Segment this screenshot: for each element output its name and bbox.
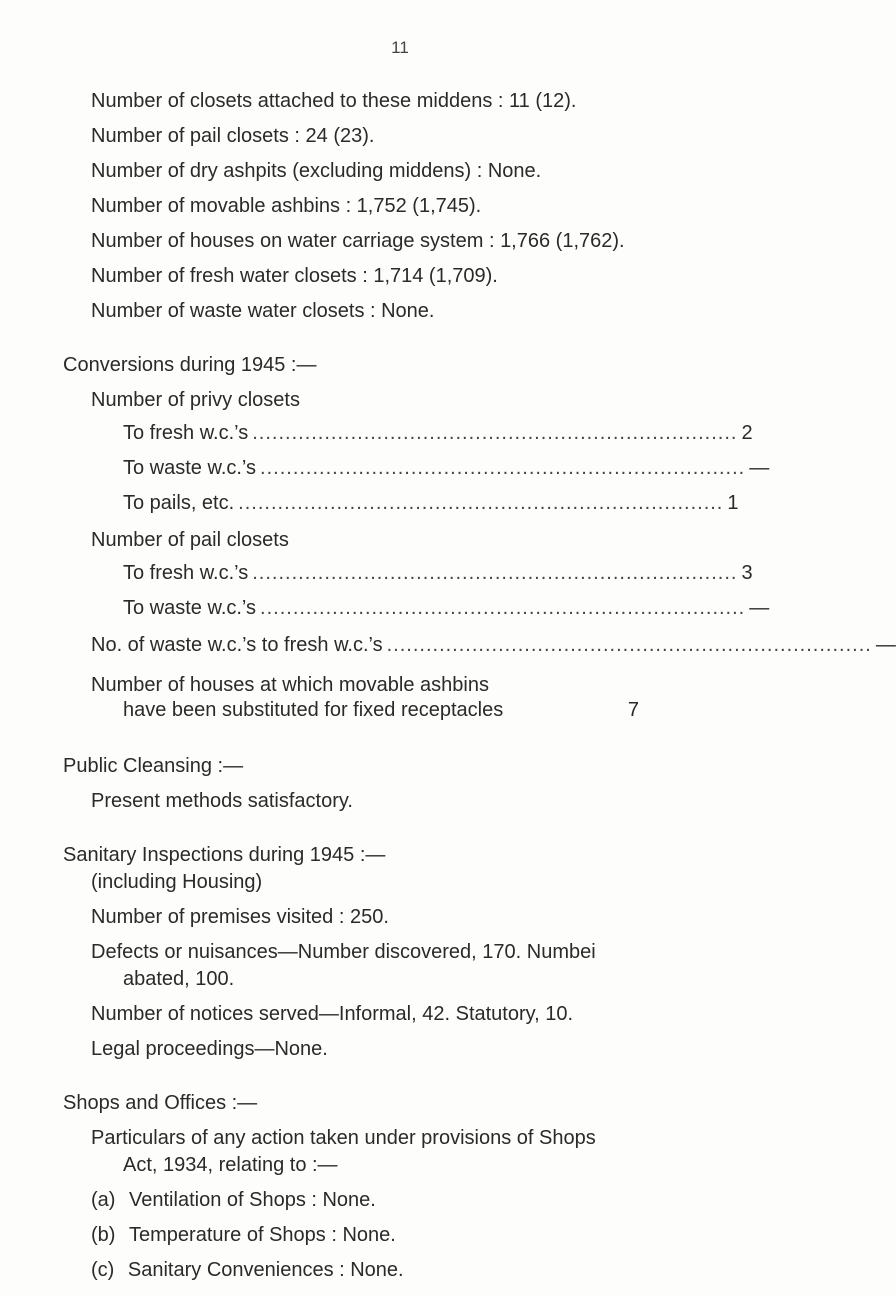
leader-dots: .......................................................................... bbox=[252, 562, 738, 584]
waste-to-fresh-row bbox=[91, 634, 896, 657]
sanitary-inspections-subheading: (including Housing) bbox=[91, 871, 263, 893]
page-number: 11 bbox=[391, 38, 409, 57]
conversions-heading: Conversions during 1945 :— bbox=[63, 354, 317, 376]
leader-dots: .......................................................................... bbox=[252, 422, 738, 444]
row-label: To pails, etc. bbox=[123, 492, 235, 514]
row-label: To waste w.c.’s bbox=[123, 597, 257, 619]
row-label: No. of waste w.c.’s to fresh w.c.’s bbox=[91, 634, 383, 656]
premises-visited-line: Number of premises visited : 250. bbox=[91, 906, 389, 928]
pail-closets-line: Number of pail closets : 24 (23). bbox=[91, 125, 375, 147]
particulars-line-2: Act, 1934, relating to :— bbox=[123, 1154, 338, 1176]
shops-item-a bbox=[91, 1187, 376, 1213]
waste-water-closets-line: Number of waste water closets : None. bbox=[91, 300, 435, 322]
privy-to-waste-row bbox=[123, 457, 770, 480]
row-label: have been substituted for fixed receptacles bbox=[123, 699, 504, 721]
public-cleansing-text: Present methods satisfactory. bbox=[91, 790, 353, 812]
leader-dots: .......................................................................... bbox=[260, 597, 746, 619]
ashbins-substituted-line-1: Number of houses at which movable ashbins bbox=[91, 674, 489, 696]
fresh-water-closets-line: Number of fresh water closets : 1,714 (1,709). bbox=[91, 265, 498, 287]
legal-proceedings-line: Legal proceedings—None. bbox=[91, 1038, 328, 1060]
pail-to-waste-row bbox=[123, 597, 770, 620]
item-marker: (c) bbox=[91, 1259, 115, 1281]
row-value: 1 bbox=[727, 492, 739, 514]
privy-to-pails-row bbox=[123, 492, 739, 515]
item-text: Temperature of Shops : None. bbox=[129, 1224, 396, 1246]
dry-ashpits-line: Number of dry ashpits (excluding middens) : None. bbox=[91, 160, 542, 182]
row-label: To fresh w.c.’s bbox=[123, 422, 249, 444]
public-cleansing-heading: Public Cleansing :— bbox=[63, 755, 244, 777]
item-marker: (a) bbox=[91, 1189, 116, 1211]
sanitary-inspections-heading: Sanitary Inspections during 1945 :— bbox=[63, 844, 386, 866]
privy-closets-heading: Number of privy closets bbox=[91, 389, 300, 411]
water-carriage-line: Number of houses on water carriage system : 1,766 (1,762). bbox=[91, 230, 625, 252]
item-text: Ventilation of Shops : None. bbox=[129, 1189, 376, 1211]
leader-dots: .......................................................................... bbox=[386, 634, 872, 656]
row-value: 7 bbox=[627, 699, 639, 721]
row-label: To fresh w.c.’s bbox=[123, 562, 249, 584]
defects-line-1: Defects or nuisances—Number discovered, 170. Numbei bbox=[91, 941, 596, 963]
ashbins-substituted-row bbox=[123, 699, 639, 722]
pail-closets-heading: Number of pail closets bbox=[91, 529, 289, 551]
privy-to-fresh-row bbox=[123, 422, 753, 445]
leader-dots: .......................................................................... bbox=[238, 492, 724, 514]
row-value: — bbox=[875, 634, 896, 656]
pail-to-fresh-row bbox=[123, 562, 753, 585]
shops-item-c bbox=[91, 1257, 404, 1283]
row-value: 3 bbox=[741, 562, 753, 584]
particulars-line-1: Particulars of any action taken under provisions of Shops bbox=[91, 1127, 596, 1149]
middens-closets-line: Number of closets attached to these middens : 11 (12). bbox=[91, 90, 577, 112]
leader-dots: .......................................................................... bbox=[260, 457, 746, 479]
defects-line-2: abated, 100. bbox=[123, 968, 235, 990]
item-text: Sanitary Conveniences : None. bbox=[127, 1259, 404, 1281]
row-value: 2 bbox=[741, 422, 753, 444]
shops-offices-heading: Shops and Offices :— bbox=[63, 1092, 258, 1114]
shops-item-b bbox=[91, 1222, 396, 1248]
item-marker: (b) bbox=[91, 1224, 116, 1246]
row-value: — bbox=[749, 597, 770, 619]
movable-ashbins-line: Number of movable ashbins : 1,752 (1,745). bbox=[91, 195, 482, 217]
row-label: To waste w.c.’s bbox=[123, 457, 257, 479]
row-value: — bbox=[749, 457, 770, 479]
notices-served-line: Number of notices served—Informal, 42. Statutory, 10. bbox=[91, 1003, 574, 1025]
